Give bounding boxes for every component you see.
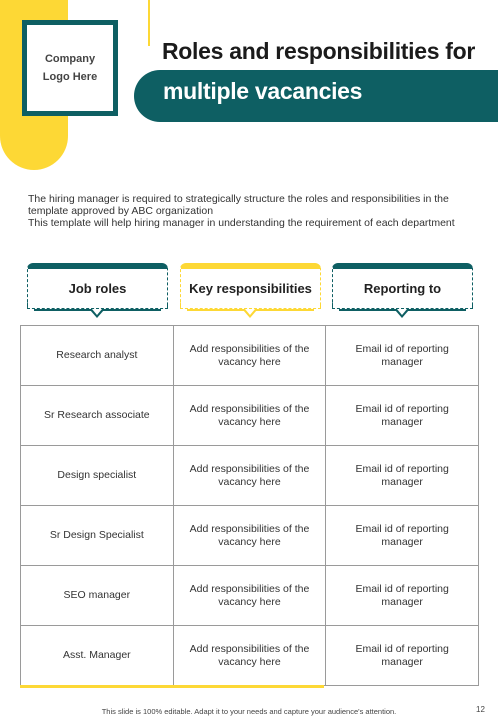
roles-table (20, 325, 479, 686)
job-role-cell: SEO manager (21, 566, 174, 626)
responsibility-cell: Add responsibilities of the vacancy here (173, 446, 326, 506)
header-pointer (243, 310, 257, 318)
job-role-cell: Design specialist (21, 446, 174, 506)
header-pointer (395, 310, 409, 318)
reporting-cell: Email id of reporting manager (326, 626, 479, 686)
page-title-line2: multiple vacancies (163, 78, 363, 104)
intro-text (28, 193, 478, 229)
column-header-label: Job roles (68, 281, 127, 296)
footer-note: This slide is 100% editable. Adapt it to your needs and capture your audience's attention. (101, 707, 397, 716)
reporting-cell: Email id of reporting manager (326, 566, 479, 626)
job-role-cell: Research analyst (21, 326, 174, 386)
intro-paragraph-1: The hiring manager is required to strategically structure the roles and responsibilities in the template approved by ABC organization (28, 193, 449, 217)
reporting-cell: Email id of reporting manager (326, 386, 479, 446)
responsibility-cell: Add responsibilities of the vacancy here (173, 626, 326, 686)
table-row (21, 446, 479, 506)
column-header-reporting-to (332, 263, 473, 309)
responsibility-cell: Add responsibilities of the vacancy here (173, 506, 326, 566)
column-header-job-roles (27, 263, 168, 309)
job-role-cell: Asst. Manager (21, 626, 174, 686)
table-row (21, 566, 479, 626)
header-pointer (90, 310, 104, 318)
job-role-cell: Sr Design Specialist (21, 506, 174, 566)
reporting-cell: Email id of reporting manager (326, 506, 479, 566)
job-role-cell: Sr Research associate (21, 386, 174, 446)
decorative-bottom-bar (20, 685, 324, 688)
table-row (21, 326, 479, 386)
logo-text-line1: Company (44, 53, 96, 65)
reporting-cell: Email id of reporting manager (326, 326, 479, 386)
company-logo-placeholder (22, 20, 118, 116)
column-header-label: Reporting to (363, 281, 442, 296)
responsibility-cell: Add responsibilities of the vacancy here (173, 326, 326, 386)
logo-text-line2: Logo Here (42, 71, 98, 83)
table-row (21, 506, 479, 566)
column-header-key-responsibilities (180, 263, 321, 309)
column-header-label: Key responsibilities (189, 281, 312, 296)
page-number: 12 (476, 705, 485, 714)
intro-paragraph-2: This template will help hiring manager in understanding the requirement of each department (28, 217, 455, 229)
responsibility-cell: Add responsibilities of the vacancy here (173, 386, 326, 446)
page-title-line1: Roles and responsibilities for (162, 38, 476, 64)
table-row (21, 386, 479, 446)
responsibility-cell: Add responsibilities of the vacancy here (173, 566, 326, 626)
decorative-vertical-line (148, 0, 150, 46)
table-row (21, 626, 479, 686)
reporting-cell: Email id of reporting manager (326, 446, 479, 506)
